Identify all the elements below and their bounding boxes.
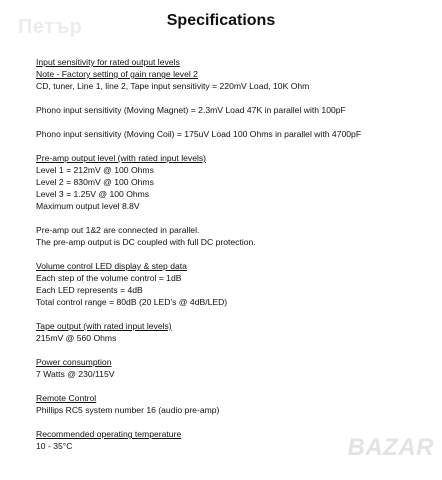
spec-line: Level 2 = 830mV @ 100 Ohms: [36, 177, 154, 187]
spec-content: [36, 56, 436, 464]
spec-line: 215mV @ 560 Ohms: [36, 333, 117, 343]
spec-line: Phono input sensitivity (Moving Coil) = 175uV Load 100 Ohms in parallel with 4700pF: [36, 129, 362, 139]
spec-line: Phillips RC5 system number 16 (audio pre-amp): [36, 405, 220, 415]
section-phono-mm: [36, 104, 436, 116]
spec-line: Level 1 = 212mV @ 100 Ohms: [36, 165, 154, 175]
section-heading: Pre-amp output level (with rated input levels): [36, 153, 207, 163]
spec-line: Note - Factory setting of gain range level 2: [36, 69, 198, 79]
spec-line: Each LED represents = 4dB: [36, 285, 143, 295]
section-phono-mc: [36, 128, 436, 140]
spec-line: CD, tuner, Line 1, line 2, Tape input sensitivity = 220mV Load, 10K Ohm: [36, 81, 310, 91]
section-tape-output: [36, 320, 436, 344]
section-remote: [36, 392, 436, 416]
section-volume-control: [36, 260, 436, 308]
section-preamp-output: [36, 152, 436, 212]
spec-line: Phono input sensitivity (Moving Magnet) = 2.3mV Load 47K in parallel with 100pF: [36, 105, 346, 115]
section-heading: Power consumption: [36, 357, 112, 367]
section-heading: Remote Control: [36, 393, 97, 403]
spec-line: Each step of the volume control = 1dB: [36, 273, 182, 283]
spec-line: Level 3 = 1.25V @ 100 Ohms: [36, 189, 150, 199]
page-title: Specifications: [166, 12, 276, 29]
section-heading: Recommended operating temperature: [36, 429, 182, 439]
section-input-sensitivity: [36, 56, 436, 92]
section-temperature: [36, 428, 436, 452]
section-heading: Tape output (with rated input levels): [36, 321, 172, 331]
section-heading: Input sensitivity for rated output levels: [36, 57, 180, 67]
section-power: [36, 356, 436, 380]
watermark-top: Петър: [18, 16, 83, 38]
watermark-bottom: BAZAR: [347, 434, 434, 461]
spec-line: Maximum output level 8.8V: [36, 201, 140, 211]
spec-line: The pre-amp output is DC coupled with full DC protection.: [36, 237, 256, 247]
spec-line: 10 - 35°C: [36, 441, 73, 451]
section-heading: Volume control LED display & step data: [36, 261, 187, 271]
spec-line: Total control range = 80dB (20 LED's @ 4dB/LED): [36, 297, 228, 307]
spec-line: Pre-amp out 1&2 are connected in parallel.: [36, 225, 200, 235]
spec-line: 7 Watts @ 230/115V: [36, 369, 115, 379]
section-preamp-notes: [36, 224, 436, 248]
